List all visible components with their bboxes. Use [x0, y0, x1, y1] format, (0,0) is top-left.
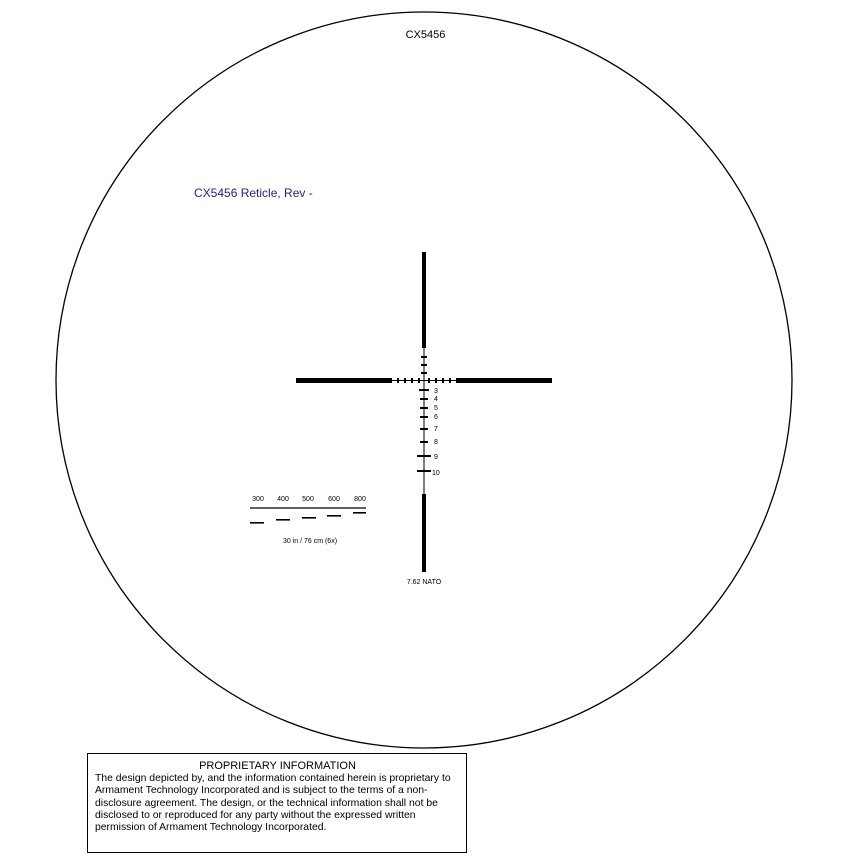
vertical-tick	[421, 372, 427, 374]
range-distance-label: 300	[252, 496, 264, 503]
drop-label: 3	[434, 388, 438, 395]
drop-tick	[419, 389, 429, 391]
drop-tick	[420, 398, 428, 400]
drop-label: 6	[434, 414, 438, 421]
range-finder	[250, 496, 366, 545]
range-distance-label: 500	[302, 496, 314, 503]
horizontal-tick	[411, 378, 413, 383]
right-post	[456, 378, 552, 383]
range-bracket	[327, 515, 341, 517]
horizontal-tick	[435, 378, 437, 383]
range-distance-label: 800	[354, 496, 366, 503]
range-caption: 30 in / 76 cm (6x)	[282, 538, 338, 545]
range-bracket	[302, 517, 316, 519]
drop-label: 5	[434, 405, 438, 412]
drop-tick	[417, 470, 431, 472]
drop-label: 4	[434, 396, 438, 403]
horizontal-tick	[449, 378, 451, 383]
drop-label: 9	[434, 454, 438, 461]
horizontal-tick	[397, 378, 399, 383]
horizontal-tick	[428, 378, 430, 383]
horizontal-tick	[442, 378, 444, 383]
range-bracket	[276, 519, 290, 521]
proprietary-notice	[87, 753, 467, 853]
vertical-tick	[421, 356, 427, 358]
left-post	[296, 378, 392, 383]
horizontal-tick	[404, 378, 406, 383]
proprietary-title: PROPRIETARY INFORMATION	[199, 760, 356, 772]
reticle-title: CX5456 Reticle, Rev -	[194, 186, 313, 200]
vertical-tick	[421, 364, 427, 366]
drop-label: 8	[434, 439, 438, 446]
drop-tick	[420, 441, 428, 443]
proprietary-body: The design depicted by, and the information contained herein is proprietary to Armament Technology Incorporated and is subject to the terms of a non-disclosure agreement. The design, or the technical information shall not be disclosed to or reproduced for any party without the expressed written permission of Armament Technology Incorporated.	[95, 773, 451, 834]
drop-label: 10	[432, 470, 440, 477]
drop-tick	[420, 416, 428, 418]
caliber-label: 7.62 NATO	[406, 579, 442, 586]
range-bracket	[353, 512, 366, 514]
range-distance-label: 400	[277, 496, 289, 503]
model-code-label: CX5456	[405, 29, 446, 41]
drop-tick	[420, 407, 428, 409]
horizontal-tick	[418, 378, 420, 383]
range-bracket	[250, 522, 264, 524]
top-post	[422, 252, 426, 348]
drop-tick	[420, 428, 428, 430]
drop-label: 7	[434, 426, 438, 433]
range-distance-label: 600	[328, 496, 340, 503]
drop-tick	[417, 455, 431, 457]
bottom-post	[422, 494, 426, 572]
